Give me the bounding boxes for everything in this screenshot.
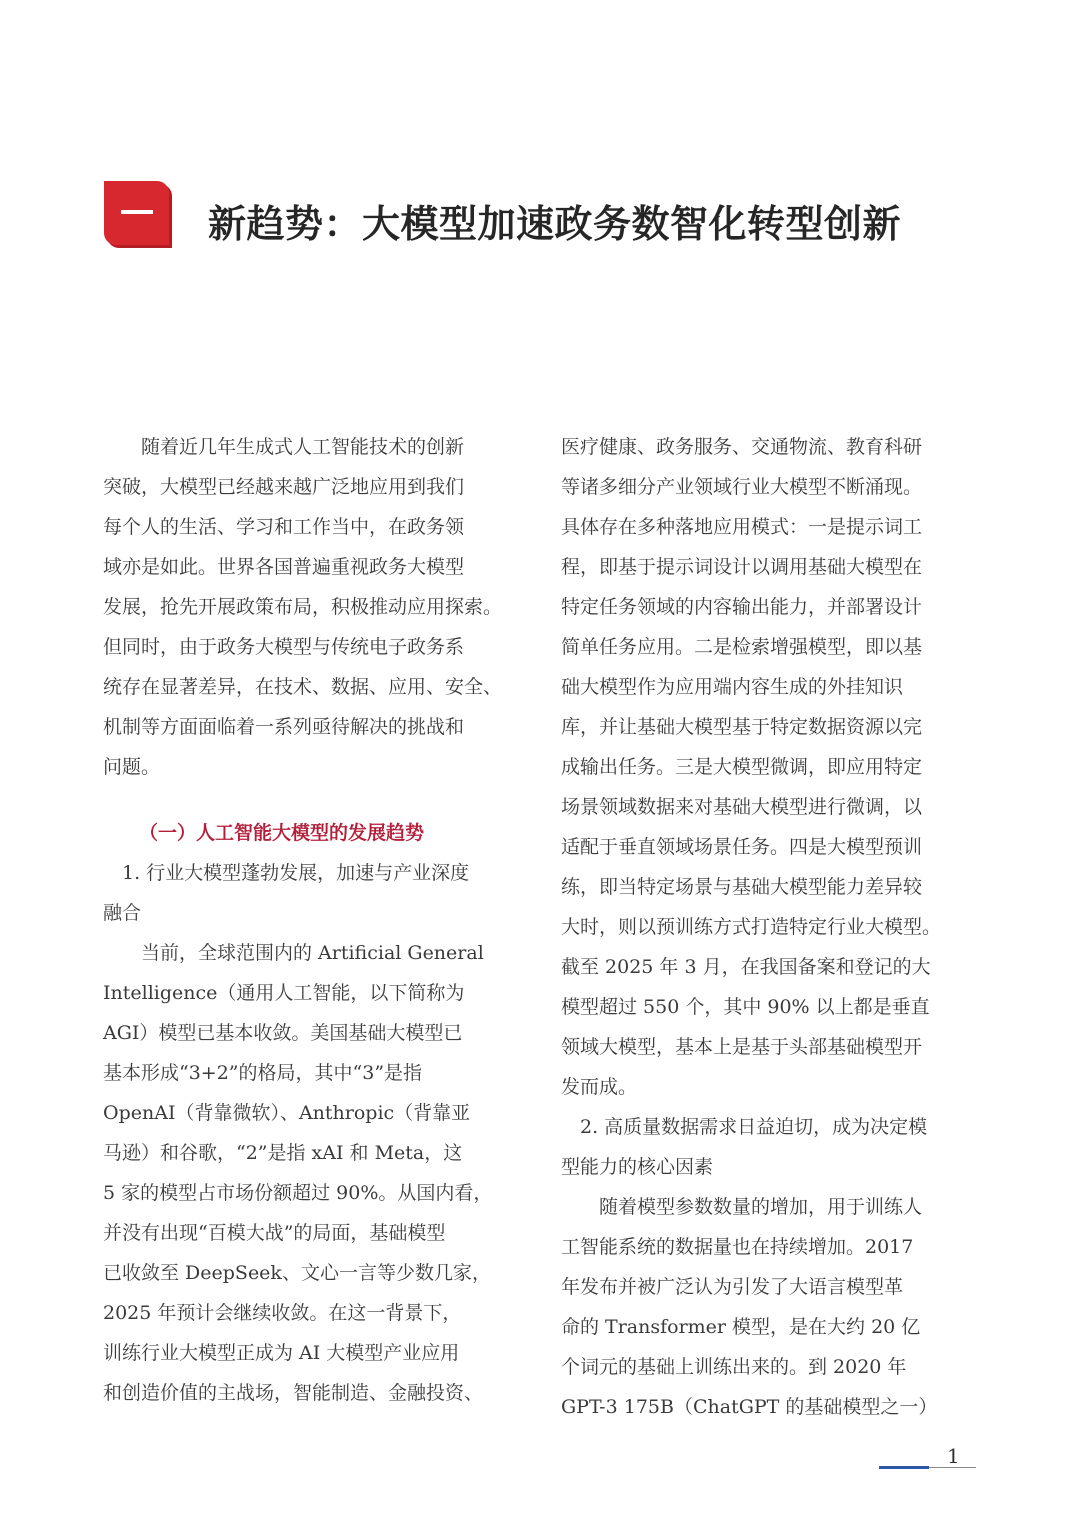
footer-rule — [879, 1466, 929, 1469]
left-column — [103, 427, 521, 1413]
section-heading: （一）人工智能大模型的发展趋势 — [139, 822, 425, 844]
chapter-number-mark — [121, 210, 153, 214]
text-line: 成输出任务。三是大模型微调，即应用特定 — [561, 756, 923, 778]
sub-heading-line: 融合 — [103, 902, 142, 924]
text-line: 础大模型作为应用端内容生成的外挂知识 — [561, 676, 904, 698]
text-line: 等诸多细分产业领域行业大模型不断涌现。 — [561, 476, 923, 498]
text-line: GPT-3 175B（ChatGPT 的基础模型之一） — [561, 1396, 938, 1418]
text-line: 突破，大模型已经越来越广泛地应用到我们 — [103, 476, 465, 498]
text-line: 库，并让基础大模型基于特定数据资源以完 — [561, 716, 923, 738]
text-line: 马逊）和谷歌，“2”是指 xAI 和 Meta，这 — [103, 1142, 463, 1164]
text-line: 随着模型参数数量的增加，用于训练人 — [561, 1196, 923, 1218]
text-line: 当前，全球范围内的 Artificial General — [103, 942, 484, 964]
text-line: 程，即基于提示词设计以调用基础大模型在 — [561, 556, 923, 578]
text-line: 5 家的模型占市场份额超过 90%。从国内看， — [103, 1182, 493, 1204]
text-line: 练，即当特定场景与基础大模型能力差异较 — [561, 876, 923, 898]
intro-paragraph — [103, 427, 521, 787]
text-line: 基本形成“3+2”的格局，其中“3”是指 — [103, 1062, 423, 1084]
body-paragraph-left — [103, 933, 521, 1413]
text-line: 随着近几年生成式人工智能技术的创新 — [103, 436, 465, 458]
text-line: 并没有出现“百模大战”的局面，基础模型 — [103, 1222, 446, 1244]
text-line: 截至 2025 年 3 月，在我国备案和登记的大 — [561, 956, 931, 978]
sub-heading-line: 型能力的核心因素 — [561, 1156, 714, 1178]
chapter-title: 新趋势：大模型加速政务数智化转型创新 — [208, 202, 902, 246]
text-line: 特定任务领域的内容输出能力，并部署设计 — [561, 596, 923, 618]
text-line: OpenAI（背靠微软）、Anthropic（背靠亚 — [103, 1102, 471, 1124]
text-line: 大时，则以预训练方式打造特定行业大模型。 — [561, 916, 942, 938]
page-number: 1 — [947, 1444, 960, 1468]
text-line: 适配于垂直领域场景任务。四是大模型预训 — [561, 836, 923, 858]
text-line: 发而成。 — [561, 1076, 638, 1098]
text-line: 发展，抢先开展政策布局，积极推动应用探索。 — [103, 596, 503, 618]
text-line: 问题。 — [103, 756, 161, 778]
sub-heading-2 — [561, 1107, 979, 1187]
text-line: 和创造价值的主战场，智能制造、金融投资、 — [103, 1382, 484, 1404]
right-column — [561, 427, 979, 1427]
text-line: 模型超过 550 个，其中 90% 以上都是垂直 — [561, 996, 930, 1018]
body-paragraph-right-b — [561, 1187, 979, 1427]
text-line: 域亦是如此。世界各国普遍重视政务大模型 — [103, 556, 465, 578]
text-line: 训练行业大模型正成为 AI 大模型产业应用 — [103, 1342, 460, 1364]
text-line: 统存在显著差异，在技术、数据、应用、安全、 — [103, 676, 503, 698]
text-line: 年发布并被广泛认为引发了大语言模型革 — [561, 1276, 904, 1298]
text-line: 已收敛至 DeepSeek、文心一言等少数几家， — [103, 1262, 491, 1284]
sub-heading-1 — [103, 853, 521, 933]
text-line: 简单任务应用。二是检索增强模型，即以基 — [561, 636, 923, 658]
text-line: 机制等方面面临着一系列亟待解决的挑战和 — [103, 716, 465, 738]
text-line: AGI）模型已基本收敛。美国基础大模型已 — [103, 1022, 463, 1044]
text-line: 2025 年预计会继续收敛。在这一背景下， — [103, 1302, 462, 1324]
text-line: 命的 Transformer 模型，是在大约 20 亿 — [561, 1316, 921, 1338]
sub-heading-line: 1. 行业大模型蓬勃发展，加速与产业深度 — [103, 862, 470, 884]
text-line: 每个人的生活、学习和工作当中，在政务领 — [103, 516, 465, 538]
sub-heading-line: 2. 高质量数据需求日益迫切，成为决定模 — [561, 1116, 928, 1138]
text-line: 具体存在多种落地应用模式：一是提示词工 — [561, 516, 923, 538]
text-line: Intelligence（通用人工智能，以下简称为 — [103, 982, 465, 1004]
body-paragraph-right-a — [561, 427, 979, 1107]
text-line: 个词元的基础上训练出来的。到 2020 年 — [561, 1356, 907, 1378]
chapter-number-badge — [104, 181, 169, 245]
text-line: 领域大模型，基本上是基于头部基础模型开 — [561, 1036, 923, 1058]
text-line: 但同时，由于政务大模型与传统电子政务系 — [103, 636, 465, 658]
text-line: 场景领域数据来对基础大模型进行微调，以 — [561, 796, 923, 818]
text-line: 医疗健康、政务服务、交通物流、教育科研 — [561, 436, 923, 458]
text-line: 工智能系统的数据量也在持续增加。2017 — [561, 1236, 914, 1258]
